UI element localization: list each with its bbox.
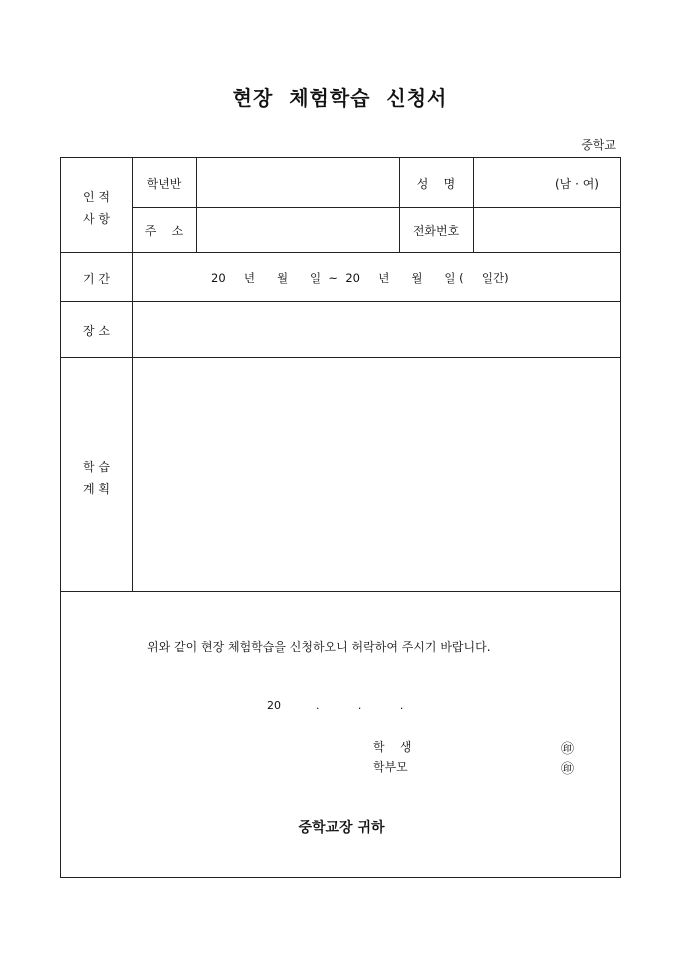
application-form-table bbox=[60, 157, 621, 878]
place-input[interactable] bbox=[133, 302, 620, 356]
address-label: 주 소 bbox=[144, 224, 184, 238]
addressee: 중학교장 귀하 bbox=[298, 820, 385, 836]
plan-label-line2: 계 획 bbox=[83, 482, 110, 496]
period-label: 기 간 bbox=[83, 272, 110, 286]
student-label: 학 생 bbox=[373, 740, 412, 754]
phone-input[interactable] bbox=[474, 208, 620, 251]
student-seal-mark: ㊞ bbox=[561, 742, 575, 757]
plan-input[interactable] bbox=[133, 358, 620, 590]
row-divider bbox=[61, 252, 621, 253]
parent-seal-mark: ㊞ bbox=[561, 762, 575, 777]
place-label: 장 소 bbox=[83, 324, 110, 338]
name-label: 성 명 bbox=[416, 177, 456, 191]
period-value[interactable]: 20 년 월 일 ~ 20 년 월 일 ( 일간) bbox=[211, 271, 509, 285]
class-input[interactable] bbox=[197, 159, 398, 206]
personal-info-label-line2: 사 항 bbox=[83, 212, 110, 226]
phone-label: 전화번호 bbox=[412, 224, 460, 238]
date-line[interactable]: 20 . . . bbox=[267, 699, 404, 712]
address-input[interactable] bbox=[197, 208, 398, 251]
name-input[interactable] bbox=[474, 159, 554, 206]
gender-choice[interactable]: (남 · 여) bbox=[555, 177, 599, 191]
plan-label-line1: 학 습 bbox=[83, 460, 110, 474]
row-divider bbox=[61, 591, 621, 592]
school-name: 중학교 bbox=[581, 138, 616, 152]
personal-info-label-line1: 인 적 bbox=[83, 190, 110, 204]
class-label: 학년반 bbox=[146, 177, 182, 191]
form-title: 현장 체험학습 신청서 bbox=[232, 86, 448, 110]
request-statement: 위와 같이 현장 체험학습을 신청하오니 허락하여 주시기 바랍니다. bbox=[147, 640, 491, 654]
parent-label: 학부모 bbox=[373, 760, 408, 774]
